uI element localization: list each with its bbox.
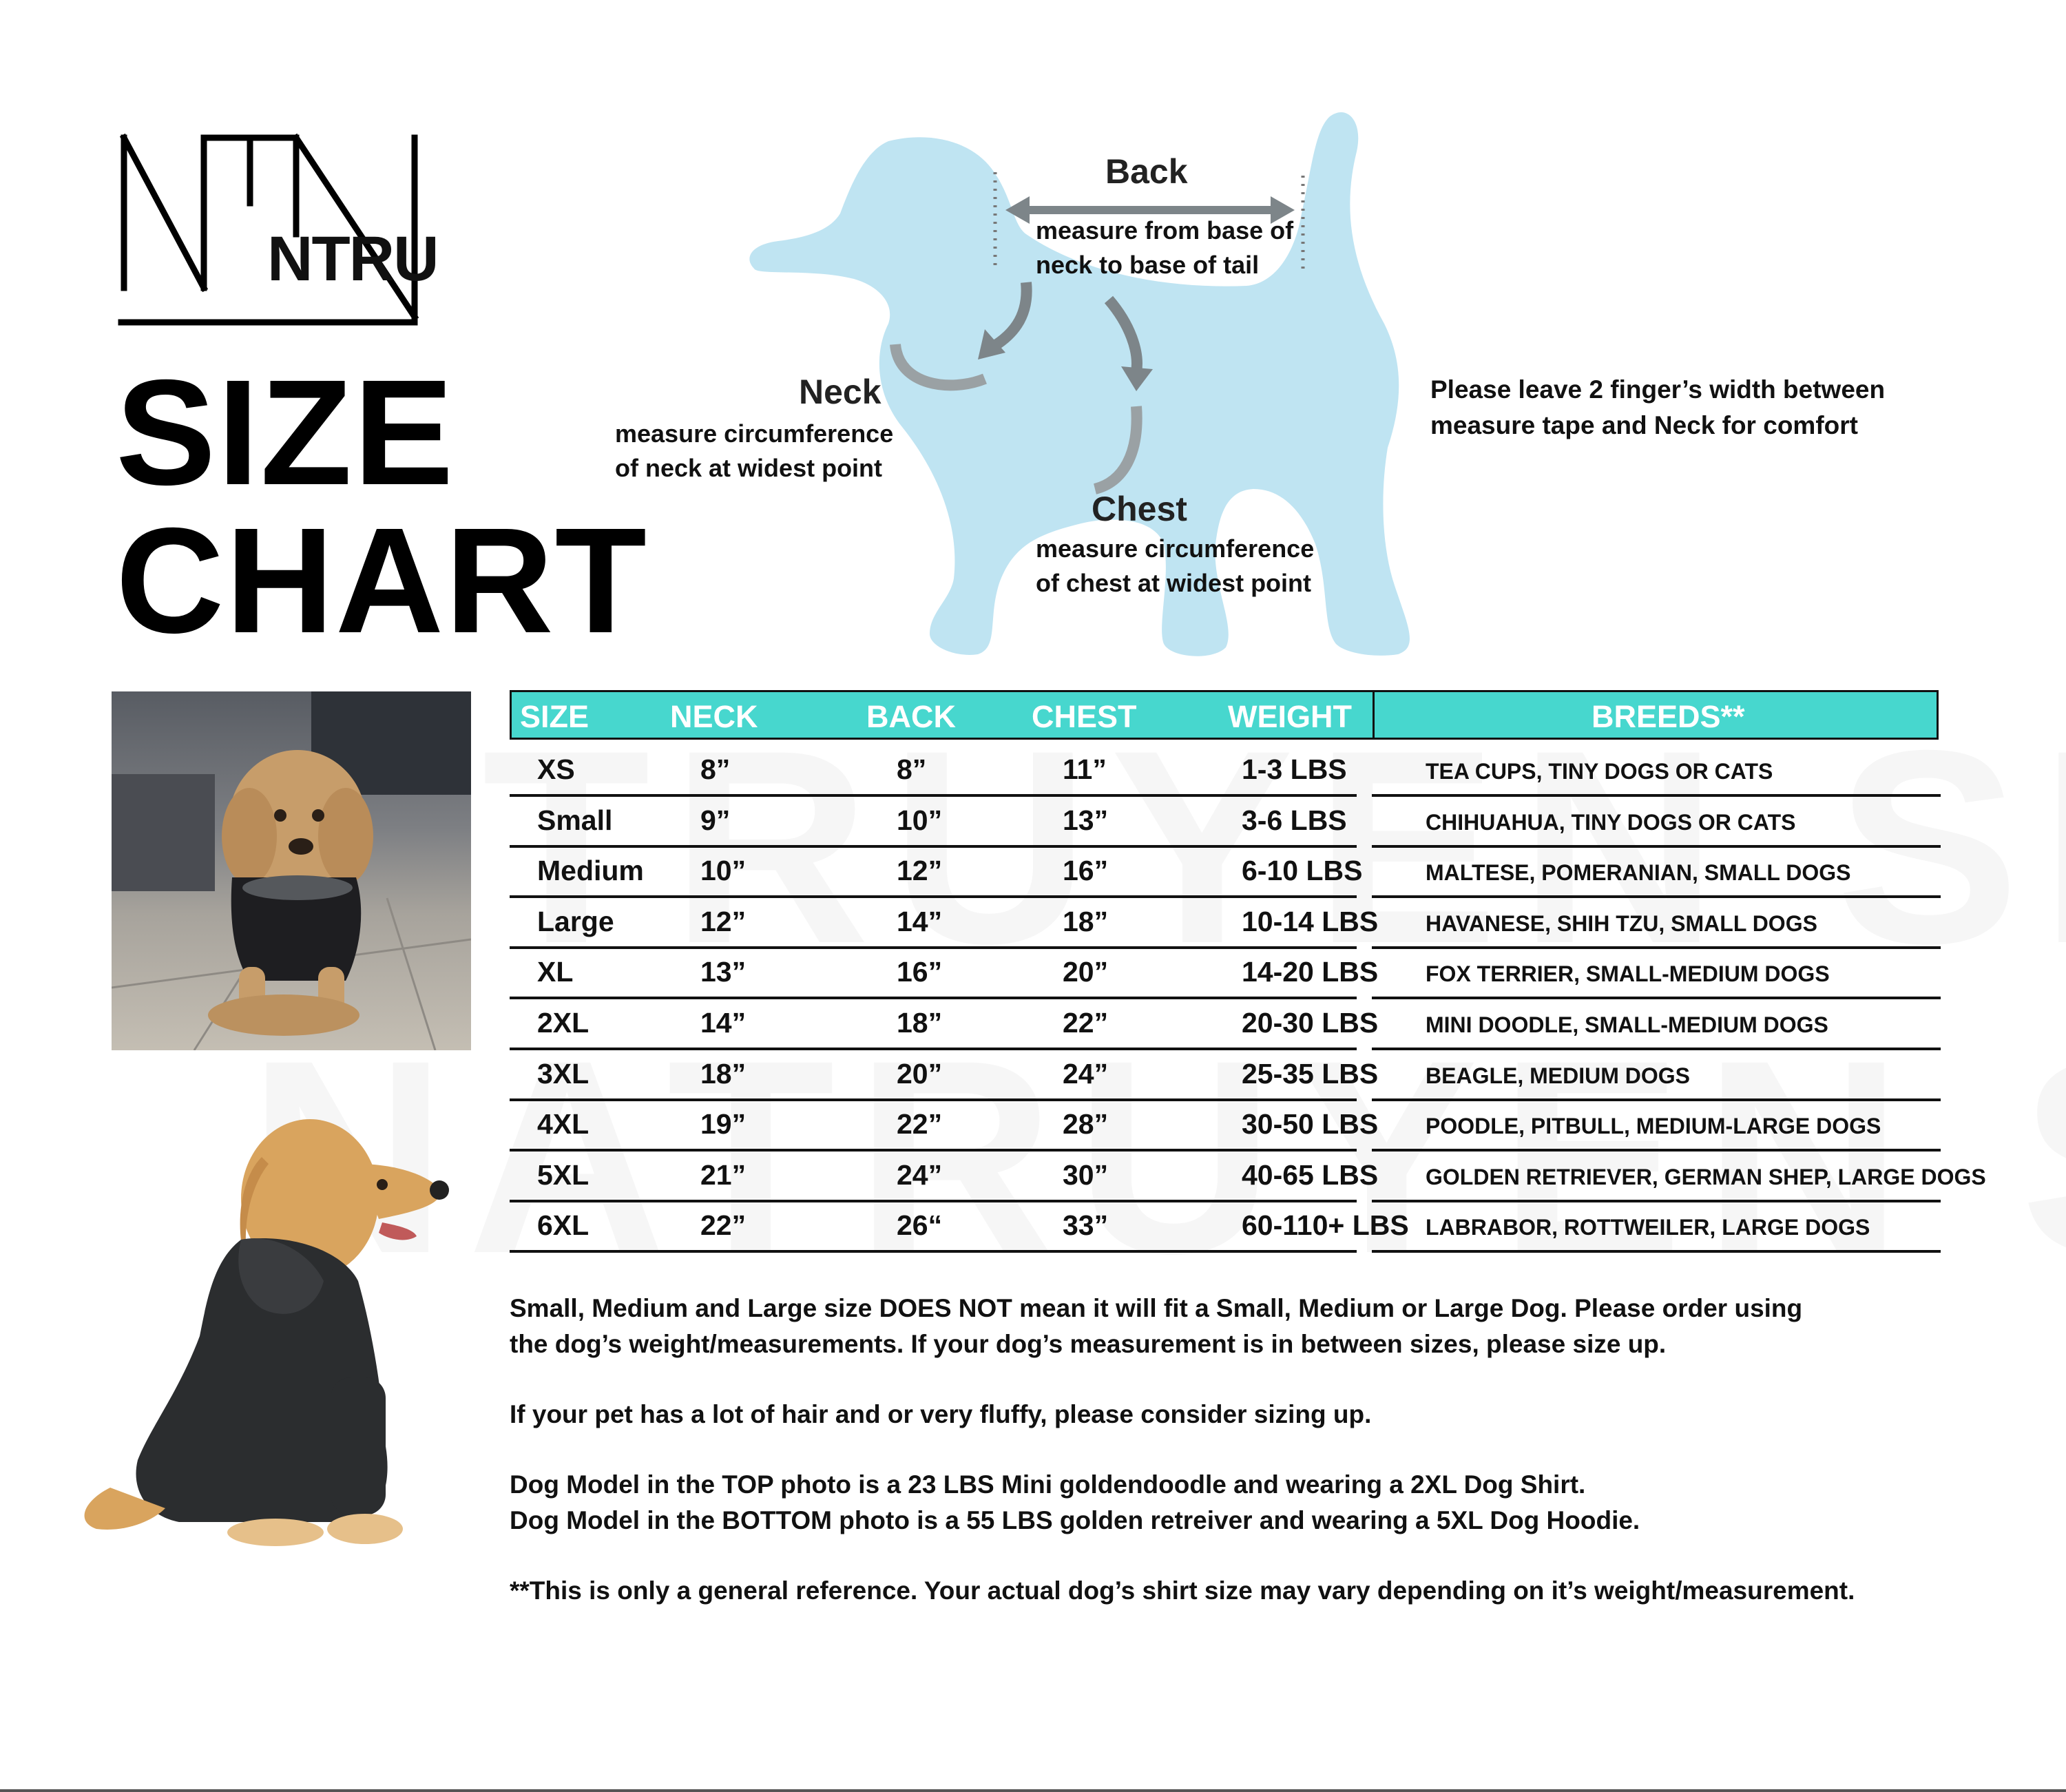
bottom-model-photo bbox=[69, 1102, 455, 1556]
header-breeds: BREEDS** bbox=[1592, 699, 1745, 734]
row-divider-right bbox=[1372, 1200, 1941, 1202]
cell-breeds: GOLDEN RETRIEVER, GERMAN SHEP, LARGE DOGS bbox=[1426, 1164, 1986, 1189]
page-title-line-1: SIZE bbox=[116, 349, 455, 517]
top-model-photo bbox=[112, 691, 471, 1050]
cell-chest: 18” bbox=[1063, 905, 1109, 937]
cell-breeds: BEAGLE, MEDIUM DOGS bbox=[1426, 1063, 1691, 1088]
row-divider-left bbox=[510, 997, 1357, 999]
cell-breeds: MINI DOODLE, SMALL-MEDIUM DOGS bbox=[1426, 1012, 1828, 1037]
table-row bbox=[510, 1202, 1949, 1253]
cell-weight: 40-65 LBS bbox=[1242, 1158, 1379, 1191]
cell-neck: 8” bbox=[700, 753, 731, 785]
brand-logo bbox=[117, 131, 438, 331]
size-notes bbox=[510, 1291, 1956, 1643]
cell-size: 2XL bbox=[537, 1007, 589, 1039]
size-table bbox=[510, 690, 1986, 1255]
cell-neck: 19” bbox=[700, 1108, 747, 1140]
cell-size: 3XL bbox=[537, 1057, 589, 1090]
header-size: SIZE bbox=[520, 699, 589, 734]
note-1-line-2: the dog’s weight/measurements. If your dog’s measurement is in between sizes, please size up. bbox=[510, 1330, 1667, 1358]
table-row bbox=[510, 1152, 1986, 1203]
cell-weight: 25-35 LBS bbox=[1242, 1057, 1379, 1090]
table-row bbox=[510, 747, 1949, 798]
row-divider-right bbox=[1372, 1149, 1941, 1152]
back-description-line-2: neck to base of tail bbox=[1036, 251, 1260, 279]
header-neck: NECK bbox=[670, 699, 758, 734]
row-divider-left bbox=[510, 1250, 1357, 1253]
header-chest: CHEST bbox=[1032, 699, 1137, 734]
header-back: BACK bbox=[866, 699, 956, 734]
cell-back: 12” bbox=[897, 855, 943, 887]
cell-size: 6XL bbox=[537, 1209, 589, 1242]
neck-description-line-1: measure circumference bbox=[615, 419, 894, 448]
cell-chest: 13” bbox=[1063, 804, 1109, 836]
goldendoodle-photo-illustration bbox=[112, 691, 471, 1050]
table-header bbox=[510, 690, 1939, 740]
header-weight: WEIGHT bbox=[1228, 699, 1352, 734]
row-divider-left bbox=[510, 946, 1357, 949]
table-row bbox=[510, 798, 1949, 848]
row-divider-left bbox=[510, 1048, 1357, 1050]
cell-breeds: TEA CUPS, TINY DOGS OR CATS bbox=[1426, 759, 1773, 784]
cell-chest: 24” bbox=[1063, 1057, 1109, 1090]
chest-label: Chest bbox=[1092, 490, 1187, 528]
note-3-line-2: Dog Model in the BOTTOM photo is a 55 LBS golden retreiver and wearing a 5XL Dog Hoodie. bbox=[510, 1506, 1640, 1534]
cell-back: 20” bbox=[897, 1057, 943, 1090]
table-row bbox=[510, 1000, 1949, 1051]
row-divider-left bbox=[510, 794, 1357, 797]
cell-back: 8” bbox=[897, 753, 927, 785]
cell-back: 10” bbox=[897, 804, 943, 836]
note-paragraph-1 bbox=[510, 1291, 1956, 1362]
cell-size: XS bbox=[537, 753, 575, 785]
cell-weight: 10-14 LBS bbox=[1242, 905, 1379, 937]
neck-comfort-note-line-2: measure tape and Neck for comfort bbox=[1430, 411, 1858, 439]
cell-neck: 22” bbox=[700, 1209, 747, 1242]
cell-neck: 14” bbox=[700, 1007, 747, 1039]
row-divider-left bbox=[510, 1149, 1357, 1152]
header-divider bbox=[1373, 690, 1375, 740]
back-description-line-1: measure from base of bbox=[1036, 216, 1294, 244]
golden-retriever-photo-illustration bbox=[69, 1102, 455, 1556]
table-row bbox=[510, 848, 1949, 899]
cell-chest: 30” bbox=[1063, 1158, 1109, 1191]
note-3-line-1: Dog Model in the TOP photo is a 23 LBS Mini goldendoodle and wearing a 2XL Dog Shirt. bbox=[510, 1470, 1586, 1499]
row-divider-right bbox=[1372, 946, 1941, 949]
cell-back: 18” bbox=[897, 1007, 943, 1039]
cell-neck: 18” bbox=[700, 1057, 747, 1090]
cell-back: 24” bbox=[897, 1158, 943, 1191]
neck-label: Neck bbox=[799, 373, 881, 411]
cell-neck: 9” bbox=[700, 804, 731, 836]
page-bottom-rule bbox=[0, 1789, 2066, 1792]
cell-weight: 60-110+ LBS bbox=[1242, 1209, 1409, 1242]
row-divider-right bbox=[1372, 1250, 1941, 1253]
row-divider-left bbox=[510, 1098, 1357, 1101]
cell-chest: 11” bbox=[1063, 753, 1107, 785]
row-divider-right bbox=[1372, 794, 1941, 797]
logo-text: NTRU bbox=[267, 224, 438, 294]
row-divider-left bbox=[510, 845, 1357, 848]
back-label: Back bbox=[1105, 152, 1188, 191]
page-title-line-2: CHART bbox=[116, 497, 648, 665]
cell-breeds: LABRABOR, ROTTWEILER, LARGE DOGS bbox=[1426, 1215, 1870, 1240]
cell-breeds: MALTESE, POMERANIAN, SMALL DOGS bbox=[1426, 860, 1851, 886]
cell-neck: 21” bbox=[700, 1158, 747, 1191]
table-row bbox=[510, 899, 1949, 950]
row-divider-right bbox=[1372, 895, 1941, 898]
cell-size: XL bbox=[537, 956, 574, 988]
cell-size: Large bbox=[537, 905, 614, 937]
note-paragraph-2: If your pet has a lot of hair and or very fluffy, please consider sizing up. bbox=[510, 1400, 1372, 1428]
chest-description-line-1: measure circumference bbox=[1036, 534, 1315, 563]
neck-comfort-note-line-1: Please leave 2 finger’s width between bbox=[1430, 375, 1886, 404]
cell-weight: 1-3 LBS bbox=[1242, 753, 1347, 785]
cell-weight: 30-50 LBS bbox=[1242, 1108, 1379, 1140]
row-divider-right bbox=[1372, 1098, 1941, 1101]
cell-weight: 20-30 LBS bbox=[1242, 1007, 1379, 1039]
cell-chest: 16” bbox=[1063, 855, 1109, 887]
cell-weight: 3-6 LBS bbox=[1242, 804, 1347, 836]
measurement-diagram bbox=[615, 103, 1439, 675]
neck-description-line-2: of neck at widest point bbox=[615, 454, 883, 482]
cell-weight: 14-20 LBS bbox=[1242, 956, 1379, 988]
cell-size: Medium bbox=[537, 855, 644, 887]
note-paragraph-4: **This is only a general reference. Your actual dog’s shirt size may vary depending on it’s weight/measurement. bbox=[510, 1576, 1855, 1605]
cell-chest: 20” bbox=[1063, 956, 1109, 988]
row-divider-right bbox=[1372, 997, 1941, 999]
row-divider-right bbox=[1372, 845, 1941, 848]
cell-chest: 22” bbox=[1063, 1007, 1109, 1039]
row-divider-right bbox=[1372, 1048, 1941, 1050]
cell-breeds: HAVANESE, SHIH TZU, SMALL DOGS bbox=[1426, 910, 1817, 936]
neck-comfort-note bbox=[1430, 372, 1954, 444]
cell-breeds: CHIHUAHUA, TINY DOGS OR CATS bbox=[1426, 809, 1796, 835]
note-1-line-1: Small, Medium and Large size DOES NOT mean it will fit a Small, Medium or Large Dog. Please order using bbox=[510, 1294, 1803, 1322]
cell-breeds: FOX TERRIER, SMALL-MEDIUM DOGS bbox=[1426, 961, 1830, 987]
table-row bbox=[510, 1101, 1949, 1152]
table-row bbox=[510, 949, 1949, 1000]
cell-breeds: POODLE, PITBULL, MEDIUM-LARGE DOGS bbox=[1426, 1114, 1881, 1139]
cell-size: 4XL bbox=[537, 1108, 589, 1140]
cell-back: 14” bbox=[897, 905, 943, 937]
note-paragraph-3 bbox=[510, 1467, 1956, 1539]
cell-neck: 12” bbox=[700, 905, 747, 937]
cell-back: 16” bbox=[897, 956, 943, 988]
cell-back: 26“ bbox=[897, 1209, 943, 1242]
cell-size: Small bbox=[537, 804, 613, 836]
cell-chest: 28” bbox=[1063, 1108, 1109, 1140]
cell-size: 5XL bbox=[537, 1158, 589, 1191]
cell-neck: 10” bbox=[700, 855, 747, 887]
cell-weight: 6-10 LBS bbox=[1242, 855, 1363, 887]
table-row bbox=[510, 1051, 1949, 1102]
cell-neck: 13” bbox=[700, 956, 747, 988]
cell-back: 22” bbox=[897, 1108, 943, 1140]
row-divider-left bbox=[510, 1200, 1357, 1202]
chest-description-line-2: of chest at widest point bbox=[1036, 569, 1312, 597]
row-divider-left bbox=[510, 895, 1357, 898]
cell-chest: 33” bbox=[1063, 1209, 1109, 1242]
